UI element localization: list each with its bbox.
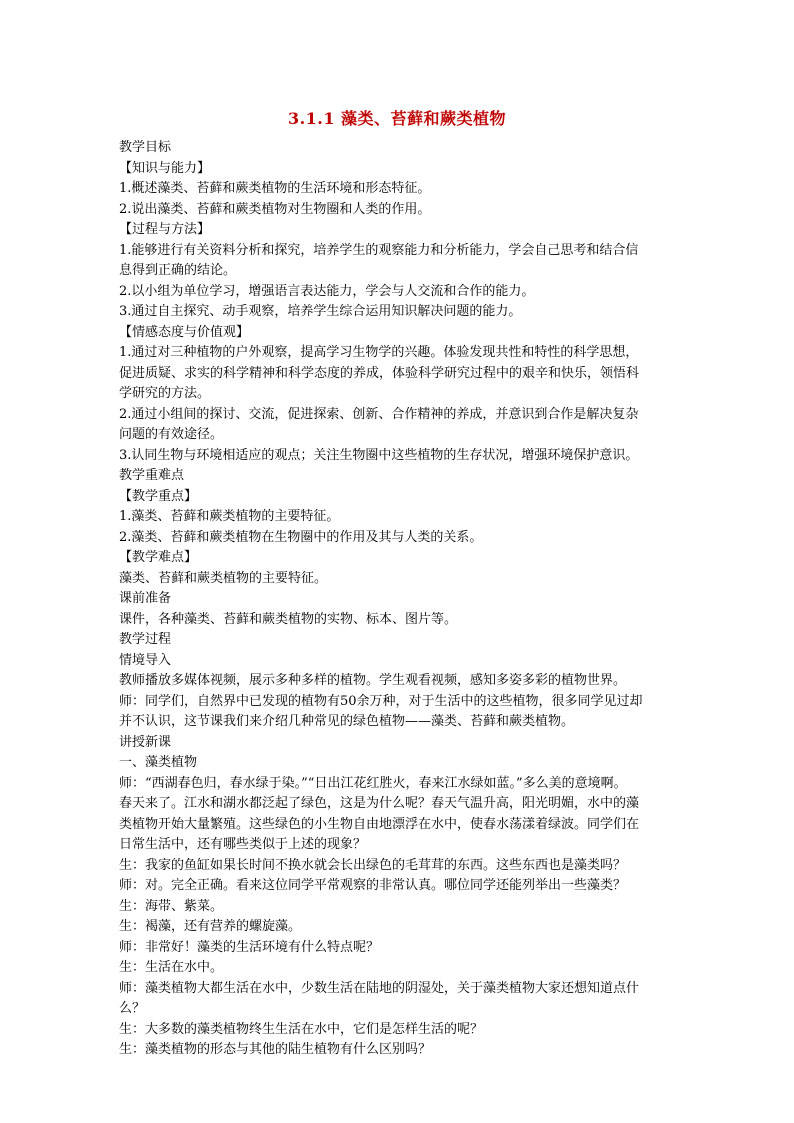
text-line: 师：“西湖春色归，春水绿于染。”“日出江花红胜火，春来江水绿如蓝。”多么美的意境啊。 — [119, 775, 627, 791]
text-line: 【知识与能力】 — [119, 160, 211, 176]
text-line: 一、藻类植物 — [119, 755, 198, 770]
text-line: 1.藻类、苔藓和蕨类植物的主要特征。 — [119, 509, 340, 524]
document-title: 3.1.1 藻类、苔藓和蕨类植物 — [287, 109, 507, 128]
text-line: 师：非常好！藻类的生活环境有什么特点呢？ — [119, 939, 380, 955]
text-line: 教师播放多媒体视频，展示多种多样的植物。学生观看视频，感知多姿多彩的植物世界。 — [119, 673, 627, 688]
text-line: 课前准备 — [119, 591, 172, 606]
text-line: 课件，各种藻类、苔藓和蕨类植物的实物、标本、图片等。 — [119, 611, 458, 627]
text-line: 生：我家的鱼缸如果长时间不换水就会长出绿色的毛茸茸的东西。这些东西也是藻类吗？ — [119, 857, 627, 873]
text-line: 生：藻类植物的形态与其他的陆生植物有什么区别吗？ — [119, 1042, 432, 1057]
text-line: 【教学难点】 — [119, 550, 198, 565]
text-line: 3.通过自主探究、动手观察，培养学生综合运用知识解决问题的能力。 — [119, 304, 522, 319]
text-line: 藻类、苔藓和蕨类植物的主要特征。 — [119, 570, 328, 586]
text-line: 讲授新课 — [119, 734, 172, 750]
text-line: 2.说出藻类、苔藓和蕨类植物对生物圈和人类的作用。 — [119, 201, 431, 217]
text-line: 2.以小组为单位学习，增强语言表达能力，学会与人交流和合作的能力。 — [119, 283, 535, 299]
text-line: 【过程与方法】 — [119, 222, 211, 237]
text-line: 类植物开始大量繁殖。这些绿色的小生物自由地漂浮在水中，使春水荡漾着绿波。同学们在 — [119, 816, 640, 832]
text-line: 【教学重点】 — [119, 488, 198, 504]
text-line: 教学目标 — [119, 140, 172, 155]
text-line: 【情感态度与价值观】 — [119, 324, 250, 340]
text-line: 息得到正确的结论。 — [119, 263, 237, 278]
text-line: 学研究的方法。 — [119, 386, 211, 401]
text-line: 促进质疑、求实的科学精神和科学态度的养成，体验科学研究过程中的艰辛和快乐，领悟科 — [119, 365, 640, 381]
text-line: 1.概述藻类、苔藓和蕨类植物的生活环境和形态特征。 — [119, 181, 431, 196]
text-line: 3.认同生物与环境相适应的观点；关注生物圈中这些植物的生存状况，增强环境保护意识。 — [119, 447, 639, 463]
text-line: 教学过程 — [119, 632, 172, 647]
text-line: 春天来了。江水和湖水都泛起了绿色，这是为什么呢？春天气温升高，阳光明媚，水中的藻 — [119, 796, 640, 811]
text-line: 1.能够进行有关资料分析和探究，培养学生的观察能力和分析能力，学会自己思考和结合信 — [119, 242, 639, 258]
text-line: 2.通过小组间的探讨、交流，促进探索、创新、合作精神的养成，并意识到合作是解决复杂 — [119, 406, 639, 422]
text-line: 问题的有效途径。 — [119, 427, 224, 442]
text-line: 1.通过对三种植物的户外观察，提高学习生物学的兴趣。体验发现共性和特性的科学思想， — [119, 345, 639, 360]
text-line: 么？ — [119, 1001, 146, 1016]
text-line: 生：大多数的藻类植物终生生活在水中，它们是怎样生活的呢？ — [119, 1021, 484, 1037]
text-line: 并不认识，这节课我们来介绍几种常见的绿色植物——藻类、苔藓和蕨类植物。 — [119, 714, 575, 729]
text-line: 生：褐藻，还有营养的螺旋藻。 — [119, 919, 302, 934]
text-line: 师：对。完全正确。看来这位同学平常观察的非常认真。哪位同学还能列举出一些藻类？ — [119, 878, 627, 893]
text-line: 师：同学们，自然界中已发现的植物有50余万种，对于生活中的这些植物，很多同学见过却 — [119, 693, 643, 709]
text-line: 日常生活中，还有哪些类似于上述的现象？ — [119, 837, 367, 852]
text-line: 2.藻类、苔藓和蕨类植物在生物圈中的作用及其与人类的关系。 — [119, 529, 483, 545]
text-line: 生：生活在水中。 — [119, 960, 224, 975]
text-line: 教学重难点 — [119, 468, 185, 483]
document-body — [119, 138, 689, 1061]
text-line: 师：藻类植物大都生活在水中，少数生活在陆地的阴湿处，关于藻类植物大家还想知道点什 — [119, 980, 640, 996]
text-line: 生：海带、紫菜。 — [119, 898, 224, 914]
text-line: 情境导入 — [119, 652, 172, 668]
